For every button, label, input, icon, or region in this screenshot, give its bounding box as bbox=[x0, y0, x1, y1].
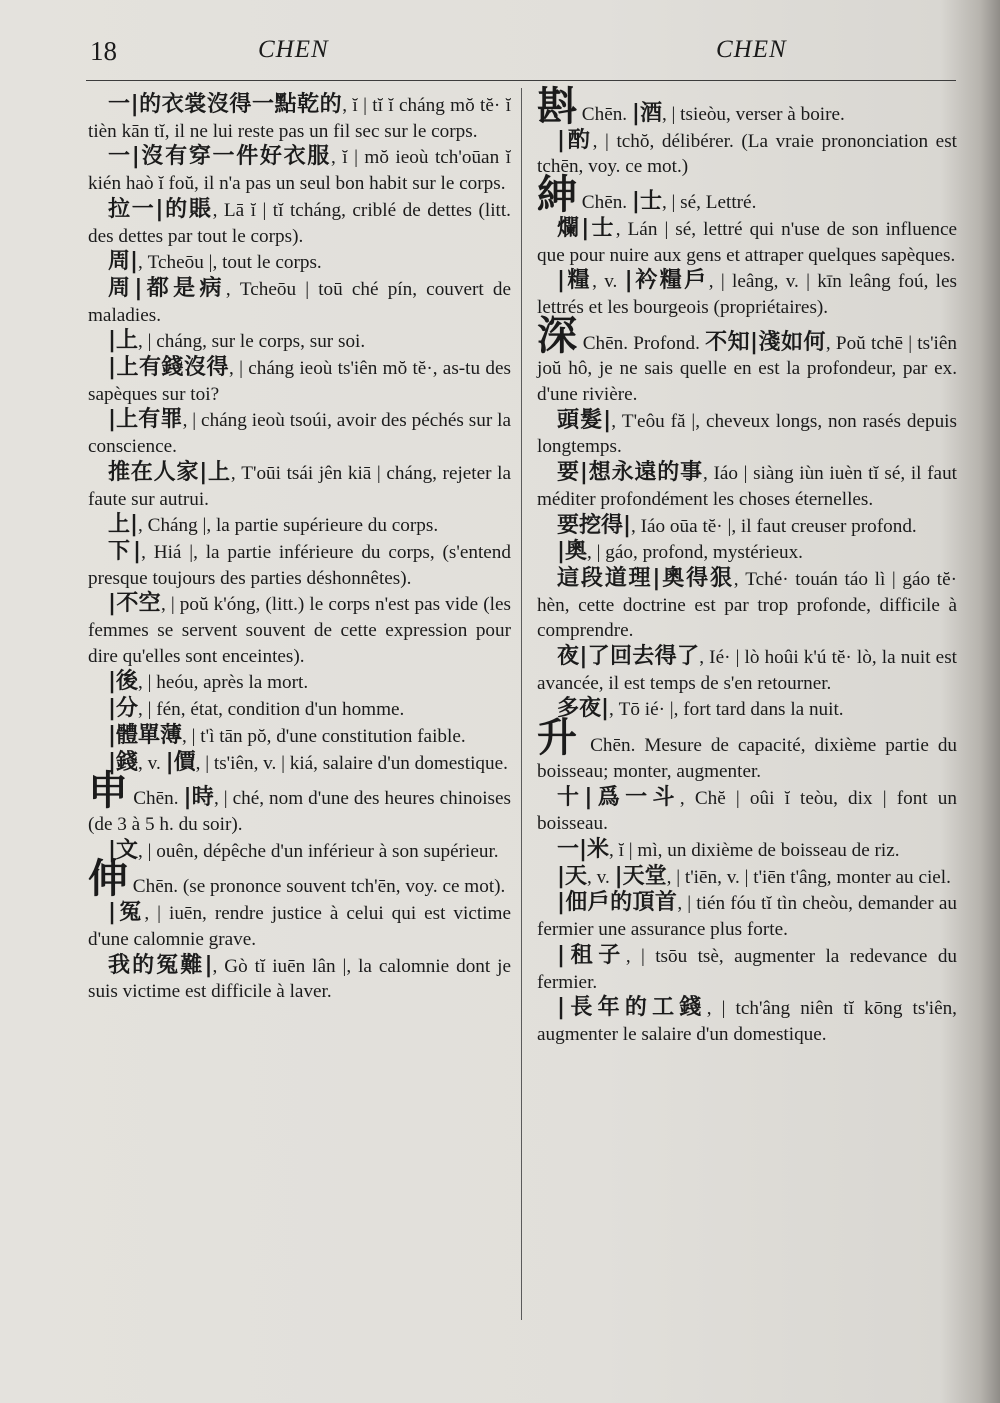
chinese-text: |糧 bbox=[557, 268, 593, 294]
chinese-text: 周|都是病 bbox=[108, 275, 226, 301]
entry-text: , | ché, nom d'une des heures chinoises (de 3 à 5 h. du soir). bbox=[88, 788, 511, 835]
entry-text: , v. bbox=[138, 752, 166, 774]
entry-text: , | cháng, sur le corps, sur soi. bbox=[138, 331, 366, 353]
entry-text: , Tché· touán táo lì | gáo tĕ· hèn, cette doctrine est par trop profonde, difficile à comprendre. bbox=[537, 568, 957, 642]
entry-text: , | t'iēn, v. | t'iēn t'âng, monter au ciel. bbox=[666, 866, 951, 888]
entry-text: , Lā ĭ | tĭ tcháng, criblé de dettes (litt. des dettes par tout le corps). bbox=[88, 199, 511, 247]
dictionary-entry bbox=[537, 172, 957, 219]
dictionary-entry bbox=[537, 890, 957, 942]
chinese-text: |上有罪 bbox=[108, 407, 183, 433]
entry-text: , Poŭ tchē | ts'iên joŭ hô, je ne sais quelle en est la profondeur, par ex. d'une rivière. bbox=[537, 332, 957, 406]
dictionary-entry bbox=[88, 900, 511, 952]
entry-text: , Hiá |, la partie inférieure du corps, (s'entend presque toujours des parties déshonnêtes). bbox=[88, 541, 511, 589]
entry-text: , Tō ié· |, fort tard dans la nuit. bbox=[609, 699, 844, 721]
head-character: 申 bbox=[88, 768, 129, 815]
dictionary-entry bbox=[88, 355, 511, 407]
chinese-text: |天堂 bbox=[614, 863, 667, 889]
entry-text: , Ié· | lò hoûi k'ú tĕ· lò, la nuit est avancée, il est temps de s'en retourner. bbox=[537, 647, 957, 694]
entry-text: , | gáo, profond, mystérieux. bbox=[587, 542, 803, 564]
dictionary-entry bbox=[537, 268, 957, 320]
head-character: 伸 bbox=[88, 856, 128, 903]
entry-text: , Cháng |, la partie supérieure du corps. bbox=[138, 515, 439, 537]
dictionary-entry bbox=[537, 566, 957, 644]
dictionary-entry bbox=[88, 856, 511, 903]
dictionary-entry bbox=[537, 460, 957, 512]
left-column bbox=[88, 92, 511, 1005]
entry-text: , | tch'âng niên tĭ kōng ts'iên, augmenter le salaire d'un domestique. bbox=[537, 998, 957, 1045]
chinese-text: 夜|了回去得了 bbox=[557, 644, 700, 670]
dictionary-entry bbox=[537, 128, 957, 180]
dictionary-entry bbox=[88, 750, 511, 777]
entry-text: , | ouên, dépêche d'un inférieur à son supérieur. bbox=[138, 840, 499, 862]
dictionary-entry bbox=[537, 513, 957, 540]
chinese-text: |上 bbox=[108, 328, 139, 354]
dictionary-entry bbox=[88, 953, 511, 1005]
head-character: 紳 bbox=[537, 172, 577, 219]
chinese-text: |天 bbox=[557, 863, 588, 889]
dictionary-entry bbox=[537, 943, 957, 995]
chinese-text: 推在人家|上 bbox=[108, 459, 231, 485]
dictionary-entry bbox=[88, 328, 511, 355]
chinese-text: 拉一|的賬 bbox=[108, 196, 213, 222]
entry-text: , | poŭ k'óng, (litt.) le corps n'est pas vide (les femmes se servent souvent de cette expression pour dire qu'elles sont enceintes). bbox=[88, 594, 511, 667]
dictionary-entry bbox=[88, 539, 511, 591]
running-head-left: CHEN bbox=[258, 36, 329, 63]
entry-text: , ĭ | tĭ ĭ cháng mŏ tĕ· ĭ tièn kān tĭ, il ne lui reste pas un fil sec sur le corps. bbox=[88, 95, 511, 142]
entry-text: Chēn. Mesure de capacité, dixième partie du boisseau; monter, augmenter. bbox=[537, 735, 958, 782]
running-head-right: CHEN bbox=[716, 36, 787, 63]
chinese-text: 不知|淺如何 bbox=[705, 329, 826, 355]
dictionary-entry bbox=[537, 216, 957, 268]
entry-text: , T'eôu fă |, cheveux longs, non rasés depuis longtemps. bbox=[537, 410, 957, 458]
dictionary-entry bbox=[88, 669, 511, 696]
chinese-text: |衿糧戶 bbox=[624, 268, 709, 294]
chinese-text: |價 bbox=[165, 749, 196, 775]
dictionary-entry bbox=[537, 696, 957, 723]
chinese-text: |租子 bbox=[557, 942, 626, 968]
entry-text: , | tchŏ, délibérer. (La vraie prononciation est tchēn, voy. ce mot.) bbox=[537, 130, 957, 178]
entry-text: , | fén, état, condition d'un homme. bbox=[138, 699, 405, 721]
dictionary-entry bbox=[88, 249, 511, 276]
dictionary-entry bbox=[537, 312, 957, 408]
entry-text: , v. bbox=[587, 866, 615, 888]
entry-text: , ĭ | mŏ ieoù tch'oūan ĭ kién haò ĭ foŭ, il n'a pas un seul bon habit sur le corps. bbox=[88, 147, 511, 195]
chinese-text: |文 bbox=[108, 837, 139, 863]
head-character: 升 bbox=[537, 715, 582, 762]
dictionary-entry bbox=[88, 144, 511, 196]
chinese-text: 要挖得| bbox=[557, 512, 632, 538]
chinese-text: |時 bbox=[183, 785, 214, 811]
entry-text: , ĭ | mì, un dixième de boisseau de riz. bbox=[609, 839, 900, 861]
chinese-text: |佃戶的頂首 bbox=[557, 890, 678, 916]
entry-text: Chēn. Profond. bbox=[577, 332, 706, 354]
chinese-text: 上| bbox=[108, 512, 139, 538]
entry-text: , v. bbox=[592, 271, 625, 293]
chinese-text: 要|想永遠的事 bbox=[557, 460, 704, 486]
dictionary-entry bbox=[88, 512, 511, 539]
entry-text: Chēn. bbox=[577, 192, 632, 214]
entry-text: , | tién fóu tĭ tìn cheòu, demander au fermier une assurance plus forte. bbox=[537, 893, 957, 941]
right-column bbox=[537, 84, 958, 1048]
entry-text: , Gò tĭ iuēn lân |, la calomnie dont je suis victime est difficile à laver. bbox=[88, 955, 511, 1003]
dictionary-entry bbox=[537, 995, 957, 1047]
chinese-text: 一|沒有穿一件好衣服 bbox=[108, 144, 331, 170]
entry-text: Chēn. bbox=[577, 104, 632, 125]
entry-text: , Iáo | siàng iùn iuèn tĭ sé, il faut méditer profondément les choses éternelles. bbox=[537, 463, 957, 510]
chinese-text: |長年的工錢 bbox=[557, 995, 707, 1021]
entry-text: , | leâng, v. | kīn leâng foú, les lettrés et les bourgeois (propriétaires). bbox=[537, 271, 957, 318]
page-number: 18 bbox=[90, 36, 117, 66]
dictionary-entry bbox=[88, 591, 511, 669]
entry-text: , Lán | sé, lettré qui n'use de son influence que pour nuire aux gens et attraper quelques sapèques. bbox=[537, 218, 957, 266]
dictionary-entry bbox=[537, 644, 957, 696]
dictionary-entry bbox=[537, 864, 957, 891]
chinese-text: |錢 bbox=[108, 749, 139, 775]
dictionary-entry bbox=[537, 84, 957, 130]
dictionary-entry bbox=[88, 768, 511, 837]
entry-text: , | heóu, après la mort. bbox=[138, 672, 309, 694]
chinese-text: 爛|士 bbox=[557, 215, 616, 241]
chinese-text: 十|爲一斗 bbox=[557, 784, 680, 810]
head-character: 深 bbox=[537, 312, 578, 359]
entry-text: , Chĕ | oûi ĭ teòu, dix | font un boisseau. bbox=[537, 787, 957, 835]
dictionary-entry bbox=[88, 460, 511, 512]
entry-text: Chēn. bbox=[128, 788, 184, 810]
column-separator bbox=[521, 88, 522, 1320]
chinese-text: 我的冤難| bbox=[108, 952, 213, 978]
chinese-text: |奧 bbox=[557, 539, 588, 565]
dictionary-entry bbox=[537, 785, 957, 837]
entry-text: , Tcheōu |, tout le corps. bbox=[138, 252, 322, 274]
entry-text: , | cháng ieoù tsoúi, avoir des péchés sur la conscience. bbox=[88, 410, 511, 458]
dictionary-entry bbox=[537, 408, 957, 460]
chinese-text: |體單薄 bbox=[108, 722, 183, 748]
dictionary-entry bbox=[537, 837, 957, 864]
entry-text: , Iáo oūa tĕ· |, il faut creuser profond. bbox=[631, 515, 917, 537]
dictionary-entry bbox=[537, 539, 957, 566]
entry-text: , | cháng ieoù ts'iên mŏ tĕ·, as-tu des sapèques sur toi? bbox=[88, 358, 511, 405]
entry-text: Chēn. (se prononce souvent tch'ēn, voy. ce mot). bbox=[128, 876, 506, 898]
entry-text: , | tsōu tsè, augmenter la redevance du fermier. bbox=[537, 945, 958, 993]
chinese-text: 一|米 bbox=[557, 836, 610, 862]
entry-text: , | iuēn, rendre justice à celui qui est victime d'une calomnie grave. bbox=[88, 903, 511, 950]
dictionary-entry bbox=[88, 723, 511, 750]
entry-text: , | sé, Lettré. bbox=[661, 192, 757, 214]
chinese-text: |士 bbox=[631, 189, 662, 215]
dictionary-entry bbox=[88, 838, 511, 865]
dictionary-entry bbox=[88, 276, 511, 328]
chinese-text: 周| bbox=[108, 249, 139, 275]
dictionary-entry bbox=[537, 715, 958, 784]
chinese-text: 多夜| bbox=[557, 696, 610, 722]
chinese-text: |分 bbox=[108, 696, 139, 722]
header-rule bbox=[86, 80, 956, 81]
dictionary-entry bbox=[88, 696, 511, 723]
entry-text: , Tcheōu | toū ché pín, couvert de maladies. bbox=[88, 278, 511, 326]
page-header bbox=[0, 36, 1000, 76]
chinese-text: |上有錢沒得 bbox=[108, 355, 230, 381]
chinese-text: |後 bbox=[108, 669, 139, 695]
head-character: 斟 bbox=[537, 84, 577, 130]
chinese-text: |酒 bbox=[631, 101, 662, 126]
chinese-text: 這段道理|奧得狠 bbox=[557, 565, 734, 591]
dictionary-entry bbox=[88, 92, 511, 144]
chinese-text: 頭髮| bbox=[557, 407, 612, 433]
chinese-text: 一|的衣裳沒得一點乾的 bbox=[108, 92, 343, 117]
entry-text: , T'oūi tsái jên kiā | cháng, rejeter la faute sur autrui. bbox=[88, 462, 511, 510]
chinese-text: |酌 bbox=[557, 127, 593, 153]
entry-text: , | ts'iên, v. | kiá, salaire d'un domestique. bbox=[195, 752, 508, 774]
chinese-text: 下| bbox=[108, 538, 142, 564]
dictionary-entry bbox=[88, 407, 511, 459]
entry-text: , | t'ì tān pŏ, d'une constitution faible. bbox=[182, 725, 466, 747]
dictionary-entry bbox=[88, 197, 511, 249]
chinese-text: |不空 bbox=[108, 591, 161, 617]
entry-text: , | tsieòu, verser à boire. bbox=[661, 104, 845, 125]
chinese-text: |冤 bbox=[108, 900, 145, 926]
